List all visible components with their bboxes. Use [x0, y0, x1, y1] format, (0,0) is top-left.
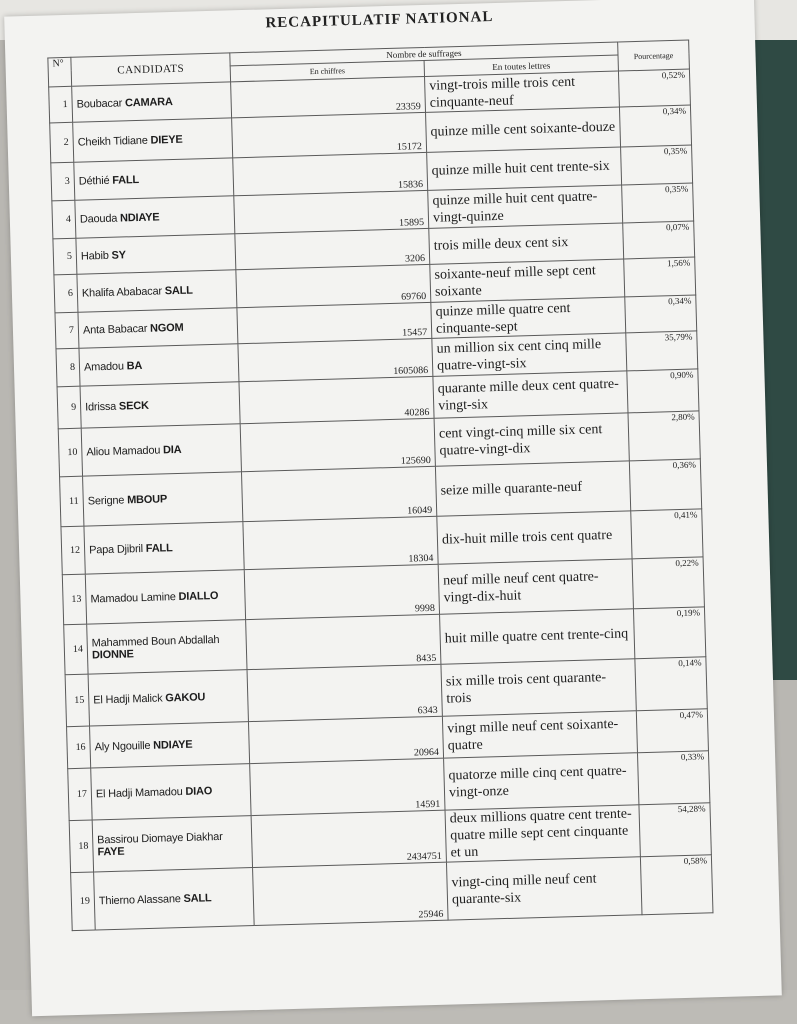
- header-percentage: Pourcentage: [618, 40, 690, 71]
- votes-in-figures: 9998: [244, 564, 439, 619]
- votes-in-figures: 3206: [235, 228, 430, 269]
- row-number: 9: [57, 386, 81, 429]
- candidate-first-name: Mamadou Lamine: [90, 590, 176, 605]
- vote-percentage: 0,14%: [635, 657, 707, 711]
- row-number: 16: [67, 726, 91, 769]
- vote-percentage: 0,47%: [636, 709, 708, 753]
- votes-in-figures: 18304: [243, 516, 438, 569]
- header-in-words: En toutes lettres: [424, 55, 618, 76]
- candidate-first-name: Mahammed Boun Abdallah: [91, 633, 220, 649]
- vote-percentage: 0,35%: [621, 145, 693, 185]
- row-number: 7: [55, 312, 79, 349]
- candidate-first-name: Cheikh Tidiane: [77, 134, 148, 149]
- votes-in-figures: 15836: [233, 152, 428, 195]
- candidate-surname: MBOUP: [126, 492, 168, 506]
- candidate-name: [88, 670, 248, 726]
- votes-in-figures: 6343: [247, 664, 442, 721]
- candidate-name: [90, 722, 250, 768]
- row-number: 17: [68, 768, 92, 821]
- votes-in-figures: 15457: [237, 302, 432, 343]
- vote-percentage: 0,58%: [640, 855, 713, 915]
- candidate-surname: DIA: [162, 443, 182, 456]
- candidate-name: [77, 270, 237, 312]
- votes-in-figures: 40286: [239, 376, 434, 423]
- votes-in-figures: 14591: [250, 758, 445, 815]
- candidate-surname: GAKOU: [165, 690, 206, 704]
- candidate-first-name: Papa Djibril: [88, 542, 144, 556]
- row-number: 3: [51, 162, 75, 201]
- candidate-surname: FALL: [112, 173, 140, 187]
- vote-percentage: 35,79%: [626, 331, 698, 371]
- votes-in-figures: 20964: [248, 716, 443, 763]
- votes-in-figures: 1605086: [238, 338, 433, 381]
- votes-in-words: vingt-trois mille trois cent cinquante-neuf: [425, 71, 620, 112]
- votes-in-figures: 25946: [253, 862, 449, 925]
- row-number: 4: [52, 200, 76, 239]
- header-in-figures: En chiffres: [230, 60, 424, 81]
- row-number: 13: [62, 574, 86, 625]
- candidate-name: [72, 82, 232, 122]
- row-number: 12: [61, 526, 85, 575]
- candidate-surname: NGOM: [149, 321, 184, 335]
- votes-in-figures: 15172: [232, 112, 427, 157]
- vote-percentage: 0,34%: [619, 105, 691, 147]
- votes-in-words: cent vingt-cinq mille six cent quatre-vingt-dix: [434, 413, 629, 466]
- votes-in-words: quinze mille quatre cent cinquante-sept: [431, 297, 626, 338]
- candidate-name: [81, 424, 241, 476]
- candidate-name: [80, 382, 240, 428]
- candidate-first-name: Serigne: [87, 494, 125, 508]
- row-number: 10: [58, 428, 82, 477]
- candidate-name: [78, 308, 238, 348]
- votes-in-words: six mille trois cent quarante-trois: [441, 659, 636, 716]
- candidate-surname: DIALLO: [178, 589, 219, 603]
- results-sheet: [4, 0, 782, 1016]
- candidate-surname: SY: [111, 248, 126, 262]
- header-number: N°: [48, 57, 72, 87]
- vote-percentage: 54,28%: [639, 803, 711, 857]
- candidate-first-name: El Hadji Malick: [93, 692, 163, 706]
- candidate-name: [75, 196, 235, 238]
- results-table: [47, 40, 713, 932]
- vote-percentage: 0,90%: [627, 369, 699, 413]
- candidate-name: [85, 570, 245, 624]
- candidate-name: [84, 522, 244, 574]
- votes-in-words: quinze mille cent soixante-douze: [426, 107, 621, 152]
- candidate-surname: FAYE: [97, 845, 125, 858]
- votes-in-words: deux millions quatre cent trente-quatre mille sept cent cinquante et un: [445, 805, 640, 862]
- candidate-first-name: Bassirou Diomaye Diakhar: [97, 830, 223, 846]
- candidate-name: [76, 234, 236, 274]
- row-number: 6: [54, 274, 78, 313]
- vote-percentage: 0,34%: [625, 295, 697, 333]
- vote-percentage: 2,80%: [628, 411, 700, 461]
- results-body: [49, 69, 713, 931]
- candidate-surname: DIEYE: [150, 133, 183, 147]
- votes-in-figures: 69760: [236, 264, 431, 307]
- candidate-first-name: Habib: [80, 249, 109, 263]
- votes-in-words: neuf mille neuf cent quatre-vingt-dix-huit: [438, 559, 633, 614]
- votes-in-words: quinze mille huit cent trente-six: [427, 147, 622, 190]
- candidate-name: [74, 158, 234, 200]
- candidate-name: [87, 620, 247, 674]
- candidate-name: [79, 344, 239, 386]
- candidate-surname: BA: [126, 359, 143, 372]
- candidate-first-name: Thierno Alassane: [98, 892, 181, 907]
- candidate-first-name: El Hadji Mamadou: [95, 785, 183, 800]
- candidate-first-name: Anta Babacar: [82, 322, 148, 337]
- votes-in-words: trois mille deux cent six: [429, 223, 624, 264]
- votes-in-words: dix-huit mille trois cent quatre: [437, 511, 632, 564]
- candidate-first-name: Aliou Mamadou: [86, 443, 161, 459]
- votes-in-figures: 2434751: [251, 810, 446, 867]
- candidate-first-name: Daouda: [79, 212, 118, 226]
- votes-in-figures: 16049: [241, 466, 436, 521]
- votes-in-words: soixante-neuf mille sept cent soixante: [430, 259, 625, 302]
- header-candidates: CANDIDATS: [71, 53, 231, 86]
- vote-percentage: 0,22%: [632, 557, 704, 609]
- header-vote-count: Nombre de suffrages: [230, 42, 618, 66]
- candidate-name: [73, 118, 233, 162]
- candidate-surname: DIONNE: [91, 647, 134, 661]
- document-title: RECAPITULATIF NATIONAL: [265, 9, 494, 32]
- candidate-first-name: Boubacar: [76, 96, 123, 111]
- candidate-name: [92, 816, 252, 872]
- vote-percentage: 0,35%: [622, 183, 694, 223]
- votes-in-words: vingt mille neuf cent soixante-quatre: [442, 711, 637, 758]
- votes-in-words: quinze mille huit cent quatre-vingt-quinze: [428, 185, 623, 228]
- row-number: 18: [69, 820, 93, 873]
- row-number: 15: [65, 674, 89, 727]
- votes-in-words: huit mille quatre cent trente-cinq: [440, 609, 635, 664]
- votes-in-figures: 23359: [231, 76, 426, 117]
- vote-percentage: 0,36%: [629, 459, 701, 511]
- votes-in-words: quarante mille deux cent quatre-vingt-six: [433, 371, 628, 418]
- votes-in-figures: 15895: [234, 190, 429, 233]
- votes-in-words: quatorze mille cinq cent quatre-vingt-onze: [444, 753, 639, 810]
- candidate-name: [83, 472, 243, 526]
- candidate-surname: NDIAYE: [152, 738, 193, 752]
- vote-percentage: 0,07%: [623, 221, 695, 259]
- votes-in-words: vingt-cinq mille neuf cent quarante-six: [446, 857, 642, 920]
- candidate-surname: FALL: [145, 541, 173, 555]
- candidate-surname: NDIAYE: [119, 210, 160, 225]
- vote-percentage: 0,52%: [618, 69, 690, 107]
- candidate-surname: CAMARA: [124, 95, 173, 109]
- votes-in-figures: 8435: [246, 614, 441, 669]
- row-number: 19: [71, 872, 96, 931]
- vote-percentage: 0,41%: [631, 509, 703, 559]
- row-number: 11: [60, 476, 84, 527]
- vote-percentage: 0,19%: [633, 607, 705, 659]
- votes-in-words: seize mille quarante-neuf: [435, 461, 630, 516]
- candidate-first-name: Amadou: [83, 359, 124, 374]
- candidate-name: [94, 868, 255, 930]
- candidate-first-name: Khalifa Ababacar: [81, 284, 163, 300]
- votes-in-words: un million six cent cinq mille quatre-vingt-six: [432, 333, 627, 376]
- candidate-surname: SALL: [183, 891, 212, 905]
- candidate-first-name: Déthié: [78, 174, 110, 188]
- candidate-surname: DIAO: [185, 784, 213, 798]
- votes-in-figures: 125690: [240, 418, 435, 471]
- row-number: 14: [64, 624, 88, 675]
- row-number: 2: [50, 122, 74, 163]
- candidate-first-name: Aly Ngouille: [94, 739, 151, 753]
- candidate-surname: SALL: [164, 284, 193, 297]
- vote-percentage: 0,33%: [637, 751, 709, 805]
- row-number: 5: [53, 238, 77, 275]
- candidate-first-name: Idrissa: [84, 400, 117, 414]
- row-number: 8: [56, 348, 80, 387]
- candidate-surname: SECK: [118, 399, 149, 413]
- row-number: 1: [49, 86, 73, 123]
- candidate-name: [91, 764, 251, 820]
- vote-percentage: 1,56%: [624, 257, 696, 297]
